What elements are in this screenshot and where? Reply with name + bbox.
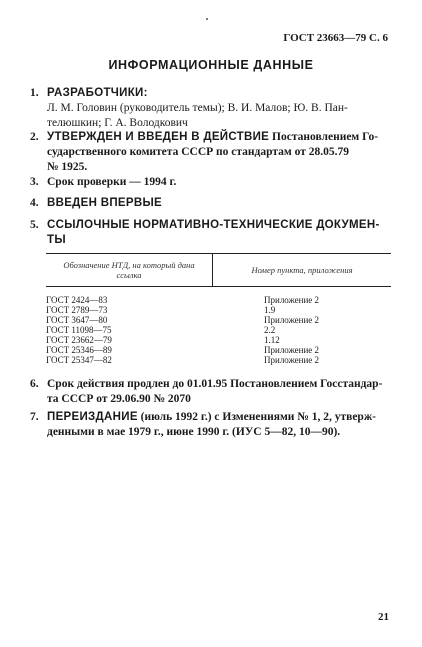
section-2: [30, 130, 392, 175]
table-cell: ГОСТ 2424—83: [46, 295, 108, 305]
column-header: Обозначение НТД, на который дана ссылка: [46, 254, 213, 286]
page-header: ГОСТ 23663—79 С. 6: [283, 32, 388, 44]
table-cell: 1.12: [264, 335, 280, 345]
section-heading: ТЫ: [47, 234, 66, 246]
table-row: [46, 315, 391, 325]
table-cell: ГОСТ 23662—79: [46, 335, 112, 345]
section-text: телюшкин; Г. А. Володкович: [47, 117, 188, 129]
table-row: [46, 335, 391, 345]
section-text: № 1925.: [47, 161, 88, 173]
table-cell: Приложение 2: [264, 355, 320, 365]
section-text: Постановлением Го-: [269, 131, 379, 143]
page-title: ИНФОРМАЦИОННЫЕ ДАННЫЕ: [108, 58, 314, 72]
section-text: (июль 1992 г.) с Изменениями № 1, 2, утверж-: [137, 411, 376, 423]
table-header: [46, 253, 391, 287]
section-heading: РАЗРАБОТЧИКИ:: [47, 87, 148, 99]
section-number: 2.: [30, 131, 39, 143]
section-number: 4.: [30, 197, 39, 209]
section-heading: ССЫЛОЧНЫЕ НОРМАТИВНО-ТЕХНИЧЕСКИЕ ДОКУМЕН-: [47, 219, 380, 231]
section-text: сударственного комитета СССР по стандартам от 28.05.79: [47, 146, 349, 158]
section-number: 3.: [30, 176, 39, 188]
section-heading: ПЕРЕИЗДАНИЕ: [47, 411, 138, 423]
table-row: [46, 345, 391, 355]
section-text: Срок проверки — 1994 г.: [47, 176, 177, 188]
section-number: 7.: [30, 411, 39, 423]
section-1: [30, 86, 392, 131]
section-6: [30, 377, 392, 407]
table-row: [46, 295, 391, 305]
section-text: та СССР от 29.06.90 № 2070: [47, 393, 191, 405]
table-cell: ГОСТ 25347—82: [46, 355, 112, 365]
section-text: Срок действия продлен до 01.01.95 Постановлением Госстандар-: [47, 378, 383, 390]
section-7: [30, 410, 392, 440]
column-header: Номер пункта, приложения: [251, 265, 353, 275]
table-cell: ГОСТ 2789—73: [46, 305, 108, 315]
table-cell: ГОСТ 3647—80: [46, 315, 108, 325]
section-text: денными в мае 1979 г., июне 1990 г. (ИУС 5—82, 10—90).: [47, 426, 341, 438]
table-cell: Приложение 2: [264, 315, 320, 325]
section-heading: УТВЕРЖДЕН И ВВЕДЕН В ДЕЙСТВИЕ: [47, 131, 270, 143]
section-4: [30, 196, 392, 211]
table-row: [46, 355, 391, 365]
section-text: Л. М. Головин (руководитель темы); В. И. Малов; Ю. В. Пан-: [47, 102, 348, 114]
section-5: [30, 218, 392, 248]
section-number: 1.: [30, 87, 39, 99]
table-cell: 2.2: [264, 325, 276, 335]
section-heading: ВВЕДЕН ВПЕРВЫЕ: [47, 197, 162, 209]
table-body: [46, 295, 391, 365]
reference-table: [46, 253, 391, 365]
section-number: 6.: [30, 378, 39, 390]
speck: [206, 18, 208, 20]
table-row: [46, 325, 391, 335]
section-3: [30, 175, 392, 190]
table-row: [46, 305, 391, 315]
section-number: 5.: [30, 219, 39, 231]
table-cell: Приложение 2: [264, 345, 320, 355]
table-cell: Приложение 2: [264, 295, 320, 305]
table-cell: 1.9: [264, 305, 276, 315]
table-cell: ГОСТ 25346—89: [46, 345, 112, 355]
page-number: 21: [378, 611, 389, 623]
table-cell: ГОСТ 11098—75: [46, 325, 112, 335]
